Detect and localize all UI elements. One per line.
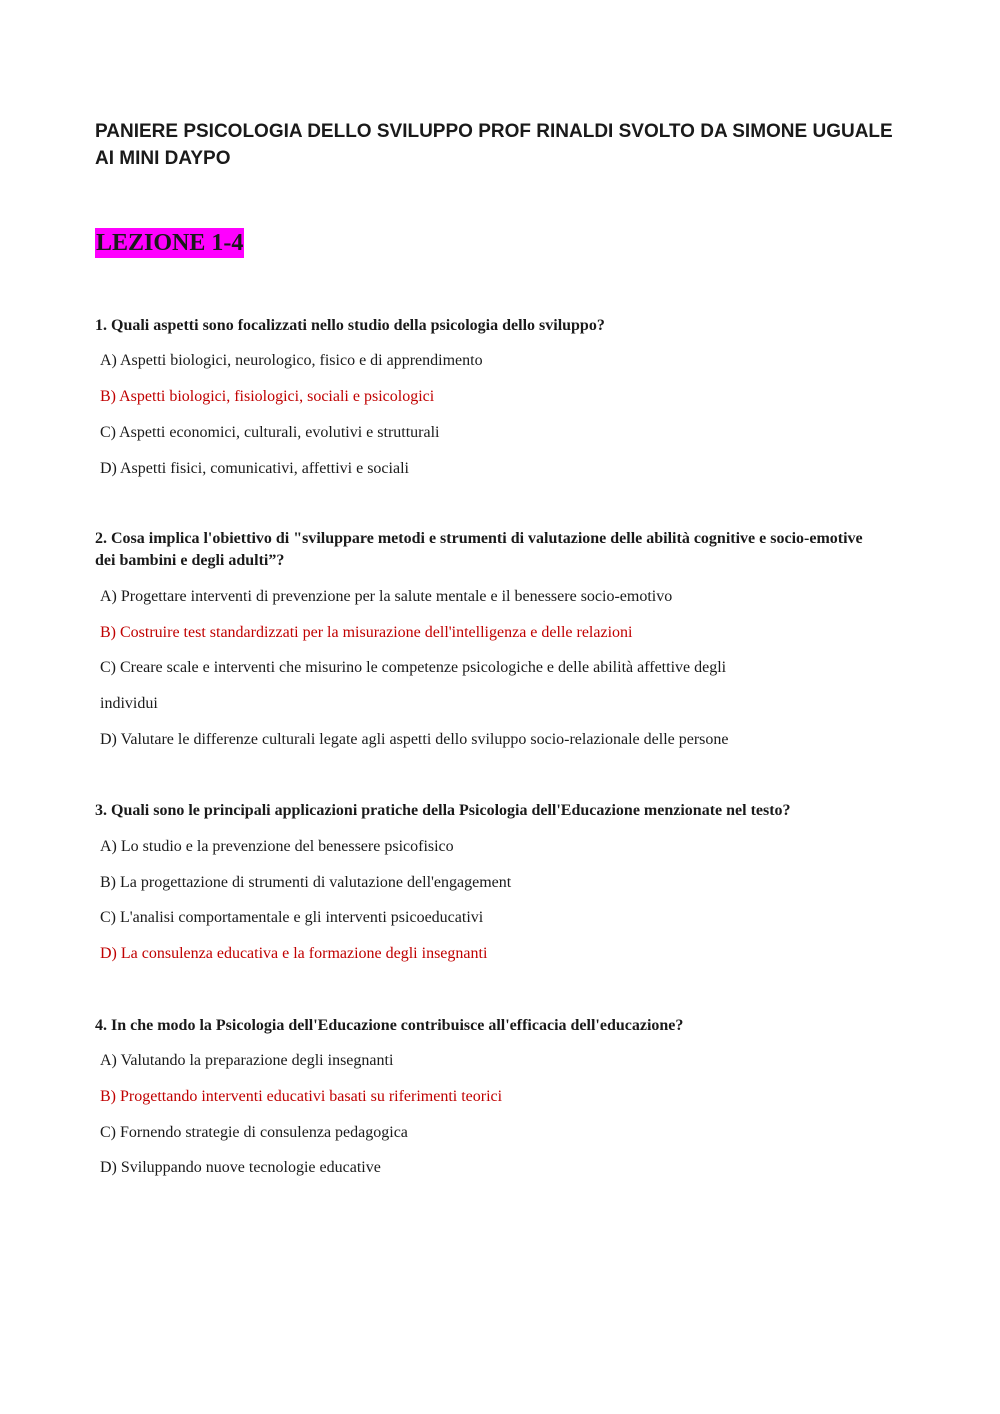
answer-option-a: A) Progettare interventi di prevenzione per la salute mentale e il benessere socio-emotivo	[100, 588, 673, 605]
answer-option-d: D) Valutare le differenze culturali legate agli aspetti dello sviluppo socio-relazionale delle persone	[100, 731, 729, 748]
answer-option-c: C) Aspetti economici, culturali, evolutivi e strutturali	[100, 424, 440, 441]
answer-option-b-correct: B) Aspetti biologici, fisiologici, sociali e psicologici	[100, 388, 435, 405]
lesson-heading: LEZIONE 1-4	[96, 230, 244, 256]
answer-option-d-correct: D) La consulenza educativa e la formazione degli insegnanti	[100, 945, 488, 962]
answer-option-d: D) Sviluppando nuove tecnologie educative	[100, 1159, 381, 1176]
answer-option-b: B) La progettazione di strumenti di valutazione dell'engagement	[100, 874, 512, 891]
answer-option-a: A) Valutando la preparazione degli insegnanti	[100, 1052, 394, 1069]
answer-option-c: C) Creare scale e interventi che misurino le competenze psicologiche e delle abilità affettive degli	[100, 659, 727, 676]
answer-option-c-continuation: individui	[100, 695, 158, 712]
answer-option-c: C) Fornendo strategie di consulenza pedagogica	[100, 1124, 408, 1141]
answer-option-a: A) Lo studio e la prevenzione del benessere psicofisico	[100, 838, 454, 855]
document-title: PANIERE PSICOLOGIA DELLO SVILUPPO PROF RINALDI SVOLTO DA SIMONE UGUALE AI MINI DAYPO	[95, 121, 893, 169]
question-text: 4. In che modo la Psicologia dell'Educazione contribuisce all'efficacia dell'educazione?	[95, 1017, 684, 1034]
question-text: 1. Quali aspetti sono focalizzati nello studio della psicologia dello sviluppo?	[95, 317, 605, 334]
answer-option-c: C) L'analisi comportamentale e gli interventi psicoeducativi	[100, 909, 484, 926]
answer-option-b-correct: B) Costruire test standardizzati per la misurazione dell'intelligenza e delle relazioni	[100, 624, 633, 641]
answer-option-b-correct: B) Progettando interventi educativi basati su riferimenti teorici	[100, 1088, 503, 1105]
question-text: 2. Cosa implica l'obiettivo di "sviluppare metodi e strumenti di valutazione delle abilità cognitive e socio-emotive dei bambini e degli adulti”?	[95, 530, 863, 569]
answer-option-a: A) Aspetti biologici, neurologico, fisico e di apprendimento	[100, 352, 483, 369]
question-text: 3. Quali sono le principali applicazioni pratiche della Psicologia dell'Educazione menzionate nel testo?	[95, 802, 791, 819]
answer-option-d: D) Aspetti fisici, comunicativi, affettivi e sociali	[100, 460, 409, 477]
